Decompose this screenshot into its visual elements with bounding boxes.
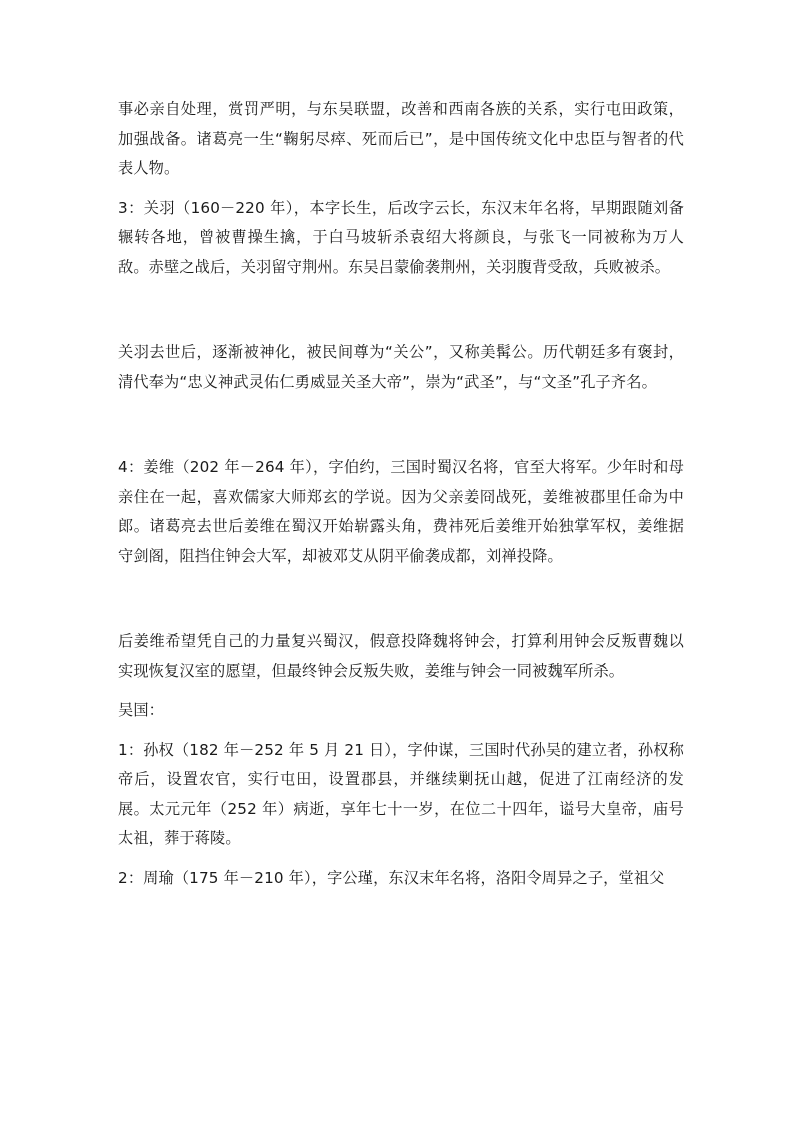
paragraph-guan-yu: 3：关羽（160－220 年），本字长生，后改字云长，东汉末年名将，早期跟随刘备辗转各地，曾被曹操生擒，于白马坡斩杀袁绍大将颜良，与张飞一同被称为万人敌。赤壁之战后，关羽留守荆州。东吴吕蒙偷袭荆州，关羽腹背受敌，兵败被杀。	[118, 198, 684, 276]
paragraph-zhou-yu: 2：周瑜（175 年－210 年），字公瑾，东汉末年名将，洛阳令周异之子，堂祖父	[118, 868, 665, 887]
paragraph-jiang-wei: 4：姜维（202 年－264 年），字伯约，三国时蜀汉名将，官至大将军。少年时和母亲住在一起，喜欢儒家大师郑玄的学说。因为父亲姜冏战死，姜维被郡里任命为中郎。诸葛亮去世后姜维在蜀汉开始崭露头角，费祎死后姜维开始独掌军权，姜维据守剑阁，阻挡住钟会大军，却被邓艾从阴平偷袭成都，刘禅投降。	[118, 458, 684, 565]
paragraph-jiang-wei-later: 后姜维希望凭自己的力量复兴蜀汉，假意投降魏将钟会，打算利用钟会反叛曹魏以实现恢复汉室的愿望，但最终钟会反叛失败，姜维与钟会一同被魏军所杀。	[118, 632, 684, 680]
document-body	[118, 95, 684, 893]
paragraph-spacer	[118, 726, 684, 736]
paragraph-spacer	[118, 397, 684, 453]
paragraph-sun-quan: 1：孙权（182 年－252 年 5 月 21 日），字仲谋，三国时代孙吴的建立者，孙权称帝后，设置农官，实行屯田，设置郡县，并继续剿抚山越，促进了江南经济的发展。太元元年（252 年）病逝，享年七十一岁，在位二十四年，谥号大皇帝，庙号太祖，葬于蒋陵。	[118, 740, 684, 847]
paragraph-spacer	[118, 686, 684, 696]
paragraph-spacer	[118, 854, 684, 864]
paragraph-guan-yu-legacy: 关羽去世后，逐渐被神化，被民间尊为“关公”，又称美髯公。历代朝廷多有褒封，清代奉为“忠义神武灵佑仁勇威显关圣大帝”，崇为“武圣”，与“文圣”孔子齐名。	[118, 343, 684, 391]
paragraph-spacer	[118, 282, 684, 338]
paragraph-spacer	[118, 184, 684, 194]
paragraph-zhuge-liang-summary: 事必亲自处理，赏罚严明，与东吴联盟，改善和西南各族的关系，实行屯田政策，加强战备。诸葛亮一生“鞠躬尽瘁、死而后已”，是中国传统文化中忠臣与智者的代表人物。	[118, 100, 684, 177]
paragraph-spacer	[118, 571, 684, 627]
section-heading-wu: 吴国：	[118, 701, 165, 719]
